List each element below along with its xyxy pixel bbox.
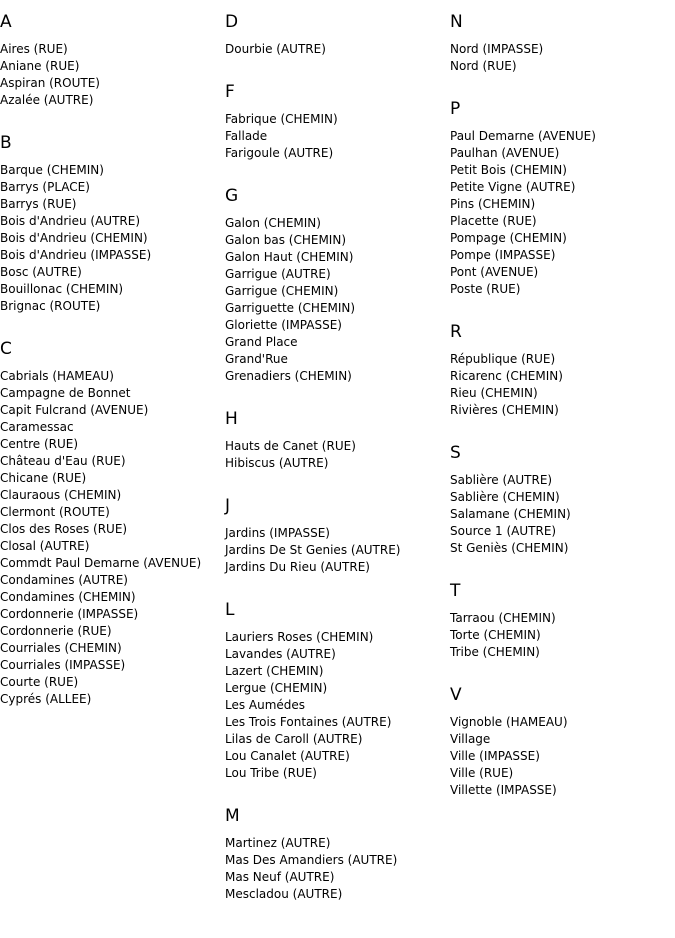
street-entry: Lavandes (AUTRE) [225,647,336,661]
street-list [450,128,675,298]
street-entry: Courriales (CHEMIN) [0,641,122,655]
street-entry: Lazert (CHEMIN) [225,664,324,678]
street-list [450,41,675,75]
street-entry: Jardins Du Rieu (AUTRE) [225,560,370,574]
street-entry: Paulhan (AVENUE) [450,146,560,160]
street-entry: Cyprés (ALLEE) [0,692,92,706]
street-entry: Salamane (CHEMIN) [450,507,571,521]
street-entry: Jardins (IMPASSE) [225,526,330,540]
street-entry: Condamines (AUTRE) [0,573,128,587]
street-entry: Petite Vigne (AUTRE) [450,180,576,194]
street-entry: Rivières (CHEMIN) [450,403,559,417]
street-entry: Fallade [225,129,268,143]
street-entry: Pompage (CHEMIN) [450,231,567,245]
street-entry: Lauriers Roses (CHEMIN) [225,630,374,644]
street-list [225,111,450,162]
street-entry: Fabrique (CHEMIN) [225,112,338,126]
letter-heading: D [225,12,239,32]
street-list [225,629,450,782]
street-list [225,41,450,58]
street-list [225,525,450,576]
letter-section [0,11,225,109]
street-entry: Closal (AUTRE) [0,539,90,553]
street-entry: Torte (CHEMIN) [450,628,541,642]
street-entry: Bois d'Andrieu (IMPASSE) [0,248,152,262]
street-list [225,835,450,903]
street-entry: Caramessac [0,420,74,434]
street-entry: Cordonnerie (RUE) [0,624,112,638]
street-entry: Pins (CHEMIN) [450,197,536,211]
letter-section [225,599,450,782]
street-entry: Azalée (AUTRE) [0,93,94,107]
street-list [0,368,225,708]
street-entry: Condamines (CHEMIN) [0,590,136,604]
street-list [450,610,675,661]
street-entry: Lergue (CHEMIN) [225,681,328,695]
street-entry: Dourbie (AUTRE) [225,42,326,56]
letter-section [225,805,450,903]
street-list [0,41,225,109]
street-entry: Barrys (PLACE) [0,180,90,194]
street-list [0,162,225,315]
street-entry: Aniane (RUE) [0,59,80,73]
street-entry: Placette (RUE) [450,214,537,228]
street-entry: Petit Bois (CHEMIN) [450,163,567,177]
letter-heading: T [450,581,461,601]
street-entry: Grand'Rue [225,352,288,366]
street-entry: Barrys (RUE) [0,197,77,211]
street-entry: Bois d'Andrieu (CHEMIN) [0,231,148,245]
street-entry: Lou Canalet (AUTRE) [225,749,350,763]
street-entry: Martinez (AUTRE) [225,836,331,850]
street-entry: Chicane (RUE) [0,471,87,485]
street-entry: Cordonnerie (IMPASSE) [0,607,139,621]
letter-section [450,11,675,75]
letter-heading: A [0,12,12,32]
street-entry: Sablière (CHEMIN) [450,490,560,504]
index-column-2 [225,11,450,926]
street-entry: Pont (AVENUE) [450,265,539,279]
letter-heading: J [225,496,231,516]
street-entry: Barque (CHEMIN) [0,163,104,177]
street-entry: Farigoule (AUTRE) [225,146,334,160]
street-entry: Garrigue (CHEMIN) [225,284,339,298]
street-entry: Capit Fulcrand (AVENUE) [0,403,149,417]
letter-section [225,11,450,58]
street-entry: Sablière (AUTRE) [450,473,553,487]
street-entry: Les Trois Fontaines (AUTRE) [225,715,392,729]
street-entry: Courriales (IMPASSE) [0,658,126,672]
street-entry: Clos des Roses (RUE) [0,522,128,536]
index-column-1 [0,11,225,731]
street-entry: Tarraou (CHEMIN) [450,611,556,625]
street-entry: Villette (IMPASSE) [450,783,557,797]
letter-heading: L [225,600,235,620]
street-entry: Hibiscus (AUTRE) [225,456,329,470]
street-entry: St Geniès (CHEMIN) [450,541,569,555]
street-entry: Grand Place [225,335,298,349]
letter-heading: C [0,339,12,359]
street-entry: Bouillonac (CHEMIN) [0,282,124,296]
street-entry: Source 1 (AUTRE) [450,524,557,538]
street-entry: Garrigue (AUTRE) [225,267,331,281]
street-entry: Galon (CHEMIN) [225,216,321,230]
street-list [450,351,675,419]
letter-section [450,684,675,799]
street-list [225,215,450,385]
street-entry: Clauraous (CHEMIN) [0,488,122,502]
letter-section [225,185,450,385]
letter-section [450,98,675,298]
street-entry: Rieu (CHEMIN) [450,386,538,400]
street-list [450,714,675,799]
letter-section [225,81,450,162]
letter-section [225,408,450,472]
street-entry: Mas Des Amandiers (AUTRE) [225,853,398,867]
street-entry: Mescladou (AUTRE) [225,887,343,901]
street-entry: Commdt Paul Demarne (AVENUE) [0,556,202,570]
letter-heading: B [0,133,12,153]
street-entry: Clermont (ROUTE) [0,505,110,519]
street-entry: Château d'Eau (RUE) [0,454,126,468]
letter-heading: R [450,322,462,342]
street-entry: Poste (RUE) [450,282,521,296]
street-entry: Centre (RUE) [0,437,79,451]
street-entry: Ville (RUE) [450,766,514,780]
street-entry: Aspiran (ROUTE) [0,76,100,90]
letter-section [450,321,675,419]
street-entry: Village [450,732,491,746]
street-entry: République (RUE) [450,352,556,366]
letter-heading: P [450,99,461,119]
street-entry: Paul Demarne (AVENUE) [450,129,596,143]
street-entry: Bois d'Andrieu (AUTRE) [0,214,140,228]
letter-section [450,580,675,661]
street-entry: Hauts de Canet (RUE) [225,439,356,453]
street-list [450,472,675,557]
letter-heading: S [450,443,461,463]
street-entry: Mas Neuf (AUTRE) [225,870,335,884]
street-entry: Pompe (IMPASSE) [450,248,556,262]
index-column-3 [450,11,675,822]
street-entry: Aires (RUE) [0,42,68,56]
street-entry: Galon bas (CHEMIN) [225,233,347,247]
street-entry: Bosc (AUTRE) [0,265,82,279]
street-entry: Lou Tribe (RUE) [225,766,317,780]
street-entry: Nord (IMPASSE) [450,42,544,56]
street-entry: Ricarenc (CHEMIN) [450,369,563,383]
letter-heading: F [225,82,235,102]
street-list [225,438,450,472]
street-entry: Garriguette (CHEMIN) [225,301,356,315]
letter-section [0,338,225,708]
street-entry: Jardins De St Genies (AUTRE) [225,543,401,557]
street-entry: Lilas de Caroll (AUTRE) [225,732,363,746]
street-entry: Cabrials (HAMEAU) [0,369,114,383]
letter-heading: V [450,685,462,705]
letter-heading: M [225,806,240,826]
street-entry: Tribe (CHEMIN) [450,645,540,659]
street-entry: Campagne de Bonnet [0,386,131,400]
street-entry: Courte (RUE) [0,675,79,689]
street-entry: Ville (IMPASSE) [450,749,540,763]
letter-heading: N [450,12,463,32]
street-entry: Brignac (ROUTE) [0,299,101,313]
street-entry: Vignoble (HAMEAU) [450,715,568,729]
street-entry: Gloriette (IMPASSE) [225,318,342,332]
letter-heading: G [225,186,239,206]
street-entry: Galon Haut (CHEMIN) [225,250,354,264]
letter-section [225,495,450,576]
street-entry: Grenadiers (CHEMIN) [225,369,352,383]
letter-heading: H [225,409,238,429]
letter-section [450,442,675,557]
street-entry: Nord (RUE) [450,59,517,73]
street-entry: Les Aumédes [225,698,306,712]
letter-section [0,132,225,315]
